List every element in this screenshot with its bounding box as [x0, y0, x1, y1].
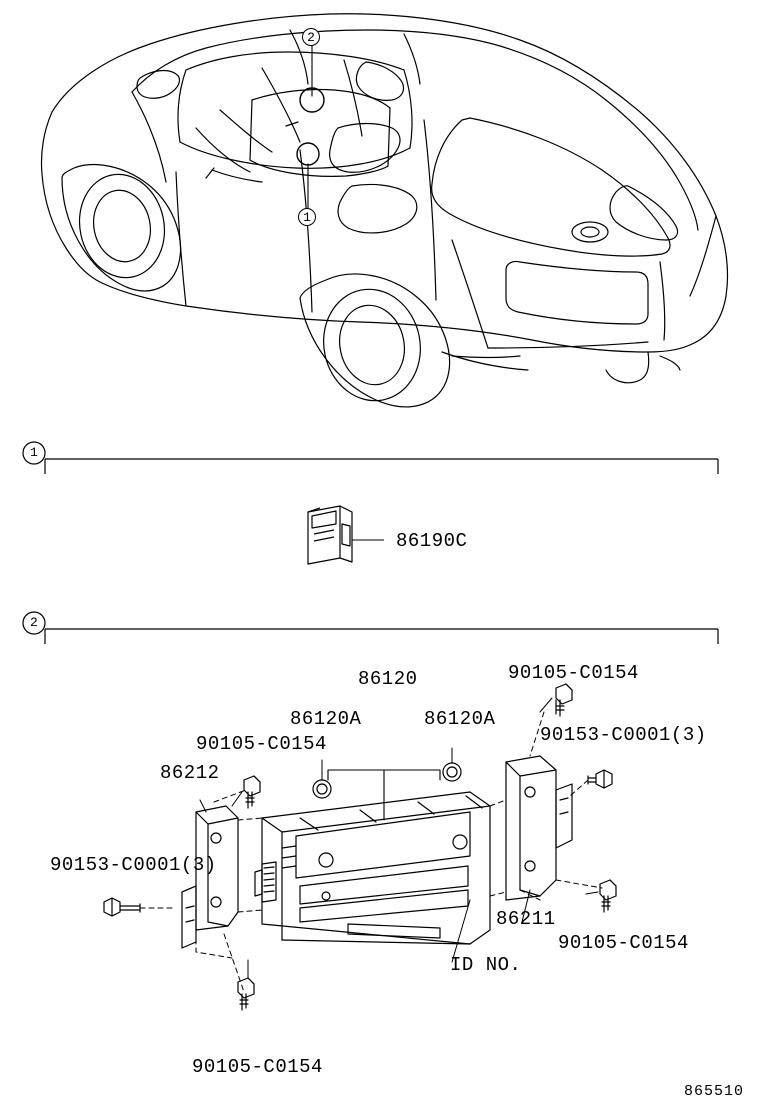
- part-label-86120a-left: 86120A: [290, 708, 362, 730]
- part-label-86120: 86120: [358, 668, 418, 690]
- part-label-90105-c0154-right: 90105-C0154: [558, 932, 689, 954]
- diagram-code: 865510: [683, 1083, 744, 1100]
- part-label-90105-c0154-bottom: 90105-C0154: [192, 1056, 323, 1078]
- part-label-86212: 86212: [160, 762, 220, 784]
- section-1-number: 1: [30, 445, 39, 460]
- part-label-90105-c0154-top: 90105-C0154: [508, 662, 639, 684]
- part-label-86190c: 86190C: [396, 530, 468, 552]
- part-label-id-no: ID NO.: [450, 954, 522, 976]
- vehicle-callout-2: 2: [302, 28, 320, 46]
- part-label-86120a-right: 86120A: [424, 708, 496, 730]
- part-label-90153-c0001-left: 90153-C0001(3): [50, 854, 217, 876]
- vehicle-callout-1: 1: [298, 208, 316, 226]
- part-label-90153-c0001-right: 90153-C0001(3): [540, 724, 707, 746]
- section-2-number: 2: [30, 615, 39, 630]
- part-label-86211: 86211: [496, 908, 556, 930]
- part-label-90105-c0154-left: 90105-C0154: [196, 733, 327, 755]
